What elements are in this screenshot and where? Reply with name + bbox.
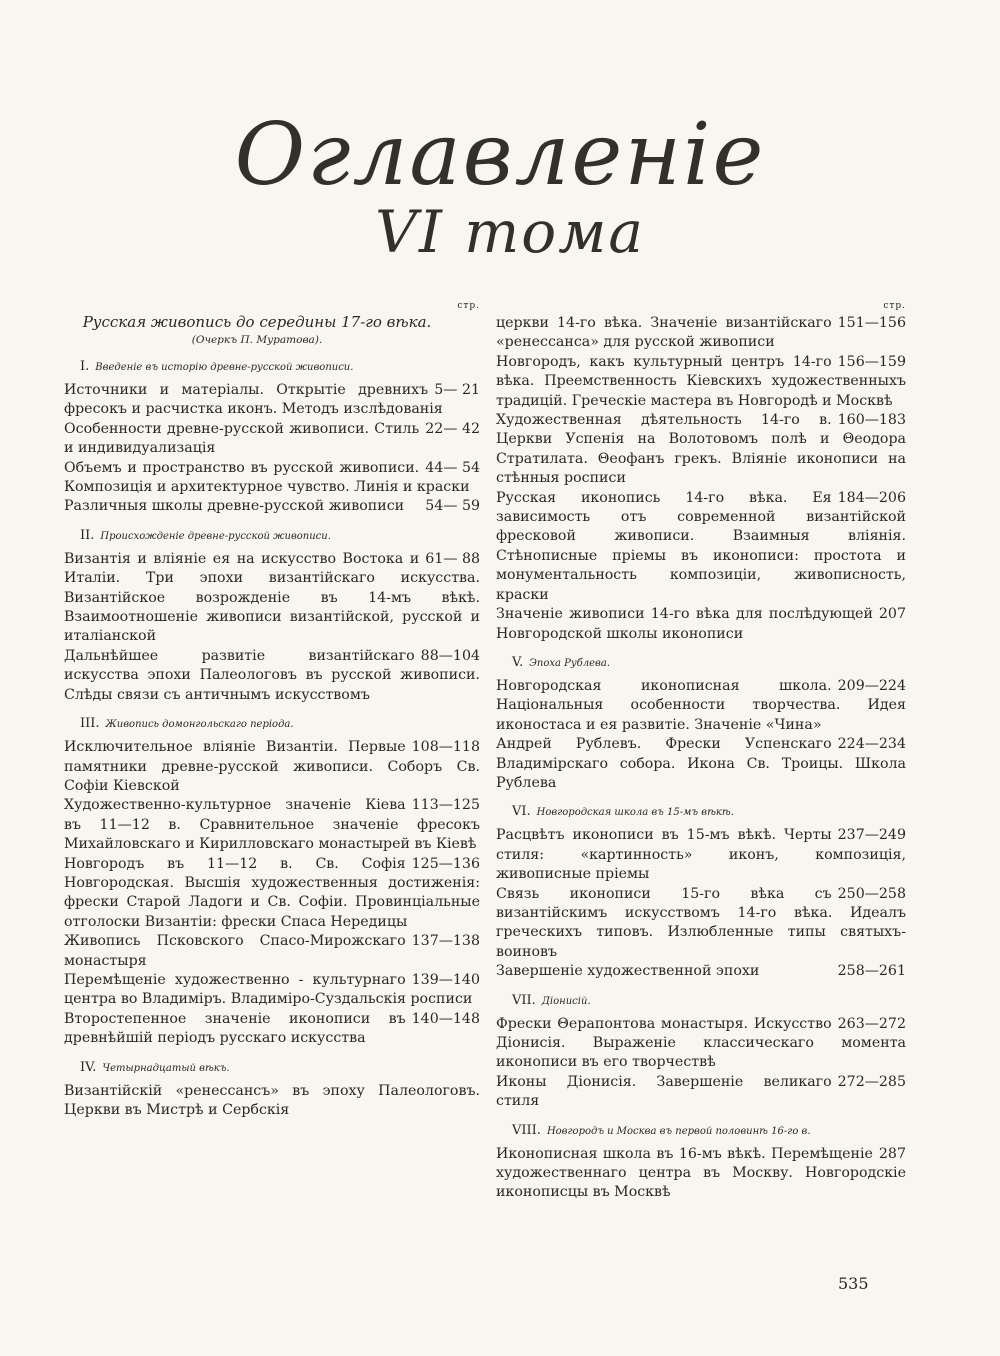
toc-entry <box>64 796 480 854</box>
toc-entry <box>496 353 906 411</box>
section-heading <box>64 358 480 377</box>
toc-entry-pages: 88—104 <box>420 647 480 664</box>
toc-entry-pages: 184—206 <box>837 489 906 506</box>
right-column <box>496 300 906 1203</box>
toc-entry <box>496 411 906 489</box>
toc-entry-pages: 44— 54 <box>425 459 480 476</box>
toc-entry-pages: 108—118 <box>411 739 480 756</box>
toc-entry-pages: 160—183 <box>837 412 906 429</box>
toc-entry-pages: 151—156 <box>837 315 906 331</box>
section-number: IV. <box>80 1059 97 1075</box>
toc-entry <box>496 1145 906 1203</box>
section-number: VII. <box>512 992 536 1008</box>
toc-entry <box>64 420 480 459</box>
toc-entry-pages: 224—234 <box>837 736 906 753</box>
toc-entry-pages: 61— 88 <box>425 550 480 567</box>
right-sections <box>496 654 906 1203</box>
toc-entry-text: Различныя школы древне-русской живописи <box>64 498 405 515</box>
toc-entry-pages: 272—285 <box>837 1073 906 1090</box>
toc-entry-pages: 113—125 <box>411 797 480 814</box>
section-number: II. <box>80 527 95 543</box>
section-title: Новгородъ и Москва въ первой половинѣ 16-го в. <box>546 1125 811 1137</box>
toc-entry-pages: 22— 42 <box>425 420 480 437</box>
toc-entry-text: Иконописная школа въ 16-мъ вѣкѣ. Перемѣщеніе художественнаго центра въ Москву. Новгородскіе иконописцы въ Москвѣ <box>496 1145 906 1201</box>
page-number: 535 <box>838 1274 869 1293</box>
left-sections <box>64 358 480 1120</box>
pages-column-label: стр. <box>457 301 480 311</box>
toc-entry <box>496 735 906 793</box>
toc-entry <box>64 932 480 971</box>
toc-entry-text: Новгородская иконописная школа. Національныя особенности творчества. Идея иконостаса и ея развитіе. Значеніе «Чина» <box>496 677 906 733</box>
toc-entry-pages: 207 <box>878 606 906 623</box>
section-heading <box>496 992 906 1011</box>
toc-entry-text: Фрески Θерапонтова монастыря. Искусство Діонисія. Выраженіе классическаго момента иконописи въ его творчествѣ <box>496 1015 906 1071</box>
toc-entry-text: Византія и вліяніе ея на искусство Востока и Италіи. Три эпохи византійскаго искусства. Византійское возрожденіе въ 14-мъ вѣкѣ. Взаимоотношеніе живописи византійской, русской и италіанской <box>64 550 480 645</box>
toc-entry-pages: 250—258 <box>837 885 906 902</box>
section-number: V. <box>512 654 524 670</box>
toc-entry-pages: 5— 21 <box>434 382 480 398</box>
toc-entry-text: Исключительное вліяніе Византіи. Первые памятники древне-русской живописи. Соборъ Св. Софіи Кіевской <box>64 739 480 794</box>
section-number: VIII. <box>512 1122 541 1138</box>
toc-entry-text: Второстепенное значеніе иконописи въ древнѣйшій періодъ русскаго искусства <box>64 1010 406 1047</box>
toc-entry-text: Завершеніе художественной эпохи <box>496 963 760 980</box>
toc-entry-text: Новгородъ, какъ культурный центръ 14-го вѣка. Преемственность Кіевскихъ художественныхъ традицій. Греческіе мастера въ Новгородѣ и Москвѣ <box>496 353 906 409</box>
section-title: Новгородская школа въ 15-мъ вѣкѣ. <box>536 807 734 819</box>
toc-entry <box>496 314 906 353</box>
section-heading <box>64 715 480 734</box>
section-heading <box>496 1122 906 1141</box>
volume-subtitle: VI тома <box>375 198 645 266</box>
toc-entry-pages: 287 <box>878 1145 906 1162</box>
toc-entry <box>64 550 480 647</box>
toc-entry-pages: 137—138 <box>411 933 480 950</box>
toc-entry <box>64 971 480 1010</box>
toc-entry-text: Византійскій «ренессансъ» въ эпоху Палеологовъ. Церкви въ Мистрѣ и Сербскія <box>64 1082 480 1118</box>
section-title: Четырнадцатый вѣкъ. <box>102 1062 230 1074</box>
toc-entry-text: Особенности древне-русской живописи. Стиль и индивидуализація <box>64 420 420 457</box>
toc-entry <box>64 738 480 796</box>
section-title: Введеніе въ исторію древне-русской живописи. <box>95 362 354 373</box>
toc-entry-text: Художественно-культурное значеніе Кіева въ 11—12 в. Сравнительное значеніе фресокъ Михайловскаго и Кирилловскаго монастырей въ Кіевѣ <box>64 797 480 853</box>
toc-entry <box>496 885 906 963</box>
toc-entry-text: Живопись Псковского Спасо-Мирожскаго монастыря <box>64 933 406 969</box>
toc-entry-text: церкви 14-го вѣка. Значеніе византійскаго «ренессанса» для русской живописи <box>496 315 832 351</box>
toc-entry-text: Дальнѣйшее развитіе византійскаго искусства эпохи Палеологовъ въ русской живописи. Слѣды связи съ античнымъ искусствомъ <box>64 647 480 703</box>
pages-column-label: стр. <box>883 301 906 311</box>
toc-entry <box>496 605 906 644</box>
section-number: I. <box>80 359 90 374</box>
toc-entry-pages: 140—148 <box>411 1010 480 1027</box>
toc-entry <box>496 677 906 735</box>
toc-entry-pages: 54— 59 <box>425 498 480 515</box>
section-number: III. <box>80 716 100 732</box>
toc-entry-text: Иконы Діонисія. Завершеніе великаго стиля <box>496 1073 832 1110</box>
section-heading <box>496 803 906 822</box>
page-title: Оглавленіе <box>234 105 766 205</box>
toc-entry-text: Новгородъ въ 11—12 в. Св. Софія Новгородская. Высшія художественныя достиженія: фрески Старой Ладоги и Св. Софіи. Провинціальные отголоски Византіи: фрески Спаса Нередицы <box>64 855 480 930</box>
toc-entry <box>496 489 906 605</box>
left-column <box>64 300 480 1120</box>
section-heading <box>496 654 906 673</box>
toc-entry-pages: 237—249 <box>837 827 906 844</box>
toc-entry <box>496 1073 906 1112</box>
toc-entry-text: Художественная дѣятельность 14-го в. Церкви Успенія на Волотовомъ полѣ и Θеодора Стратилата. Θеофанъ грекъ. Вліяніе иконописи на стѣнныя росписи <box>496 412 906 487</box>
essay-title: Русская живопись до середины 17-го вѣка. <box>82 313 432 331</box>
continued-entries <box>496 314 906 644</box>
toc-entry-text: Расцвѣтъ иконописи въ 15-мъ вѣкѣ. Черты стиля: «картинность» иконъ, композиція, живописные пріемы <box>496 827 906 883</box>
toc-entry-text: Русская иконопись 14-го вѣка. Ея зависимость отъ современной византійской фресковой живописи. Взаимныя вліянія. Стѣнописные пріемы въ иконописи: простота и монументальность композиціи, живописность, краски <box>496 489 906 603</box>
toc-entry <box>496 962 906 981</box>
toc-entry-pages: 209—224 <box>837 677 906 694</box>
section-title: Происхожденіе древне-русской живописи. <box>100 530 331 542</box>
section-heading <box>64 1059 480 1078</box>
section-title: Живопись домонгольскаго періода. <box>105 719 294 731</box>
toc-entry-pages: 258—261 <box>837 963 906 980</box>
toc-entry <box>64 855 480 933</box>
toc-entry <box>64 1010 480 1049</box>
toc-entry <box>64 1082 480 1121</box>
toc-entry-text: Источники и матеріалы. Открытіе древнихъ фресокъ и расчистка иконъ. Методъ изслѣдованія <box>64 382 443 418</box>
section-title: Діонисій. <box>541 995 591 1007</box>
toc-entry-text: Связь иконописи 15-го вѣка съ византійскимъ искусствомъ 14-го вѣка. Идеалъ греческихъ типовъ. Излюбленные типы святыхъ-воиновъ <box>496 885 906 960</box>
toc-entry-text: Объемъ и пространство въ русской живописи. Композиція и архитектурное чувство. Линія и краски <box>64 459 470 496</box>
toc-entry-text: Андрей Рублевъ. Фрески Успенскаго Владимірскаго собора. Икона Св. Троицы. Школа Рублева <box>496 736 906 791</box>
toc-entry-text: Перемѣщеніе художественно - культурнаго центра во Владиміръ. Владиміро-Суздальскія росписи <box>64 971 473 1008</box>
section-number: VI. <box>512 804 531 820</box>
toc-entry <box>496 1015 906 1073</box>
toc-entry-pages: 139—140 <box>411 971 480 988</box>
toc-entry-pages: 263—272 <box>837 1015 906 1032</box>
toc-entry-pages: 156—159 <box>837 353 906 370</box>
toc-entry-text: Значеніе живописи 14-го вѣка для послѣдующей Новгородской школы иконописи <box>496 606 873 642</box>
toc-entry <box>64 497 480 516</box>
toc-entry <box>64 647 480 705</box>
toc-entry-pages: 125—136 <box>411 855 480 872</box>
section-title: Эпоха Рублева. <box>529 657 611 669</box>
essay-author: (Очеркъ П. Муратова). <box>191 334 323 346</box>
section-heading <box>64 527 480 546</box>
toc-entry <box>64 381 480 420</box>
toc-entry <box>496 826 906 884</box>
toc-entry <box>64 459 480 498</box>
